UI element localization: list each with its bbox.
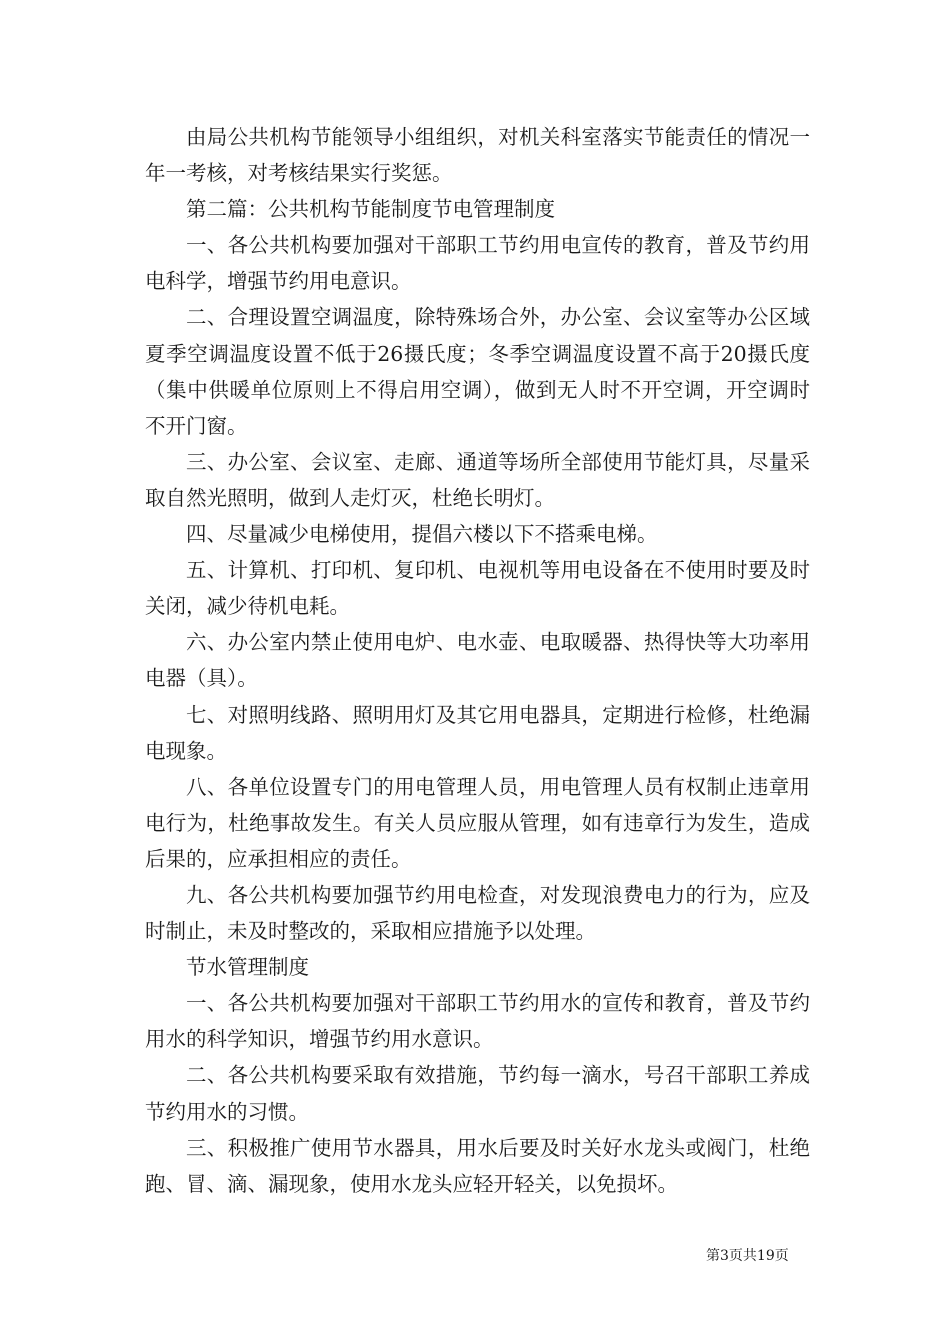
section-heading: 第二篇：公共机构节能制度节电管理制度 [186,197,555,222]
paragraph: 一、各公共机构要加强对干部职工节约用电宣传的教育，普及节约用电科学，增强节约用电意识。 [145,233,810,294]
section-heading: 节水管理制度 [186,955,309,980]
document-body [145,119,810,1202]
paragraph: 三、积极推广使用节水器具，用水后要及时关好水龙头或阀门，杜绝跑、冒、滴、漏现象，使用水龙头应轻开轻关，以免损坏。 [145,1135,810,1196]
paragraph: 二、合理设置空调温度，除特殊场合外，办公室、会议室等办公区域夏季空调温度设置不低于26摄氏度；冬季空调温度设置不高于20摄氏度（集中供暖单位原则上不得启用空调），做到无人时不开空调，开空调时不开门窗。 [145,305,810,438]
paragraph: 二、各公共机构要采取有效措施，节约每一滴水，号召干部职工养成节约用水的习惯。 [145,1063,810,1124]
paragraph: 三、办公室、会议室、走廊、通道等场所全部使用节能灯具，尽量采取自然光照明，做到人走灯灭，杜绝长明灯。 [145,449,810,510]
paragraph: 七、对照明线路、照明用灯及其它用电器具，定期进行检修，杜绝漏电现象。 [145,702,810,763]
paragraph: 八、各单位设置专门的用电管理人员，用电管理人员有权制止违章用电行为，杜绝事故发生。有关人员应服从管理，如有违章行为发生，造成后果的，应承担相应的责任。 [145,774,810,871]
paragraph: 一、各公共机构要加强对干部职工节约用水的宣传和教育，普及节约用水的科学知识，增强节约用水意识。 [145,991,810,1052]
paragraph: 由局公共机构节能领导小组组织，对机关科室落实节能责任的情况一年一考核，对考核结果实行奖惩。 [145,125,810,186]
page-number-footer: 第3页共19页 [706,1248,789,1264]
paragraph: 九、各公共机构要加强节约用电检查，对发现浪费电力的行为，应及时制止，未及时整改的，采取相应措施予以处理。 [145,882,810,944]
paragraph: 五、计算机、打印机、复印机、电视机等用电设备在不使用时要及时关闭，减少待机电耗。 [145,558,810,619]
paragraph: 四、尽量减少电梯使用，提倡六楼以下不搭乘电梯。 [186,522,658,547]
paragraph: 六、办公室内禁止使用电炉、电水壶、电取暖器、热得快等大功率用电器（具）。 [145,630,810,691]
